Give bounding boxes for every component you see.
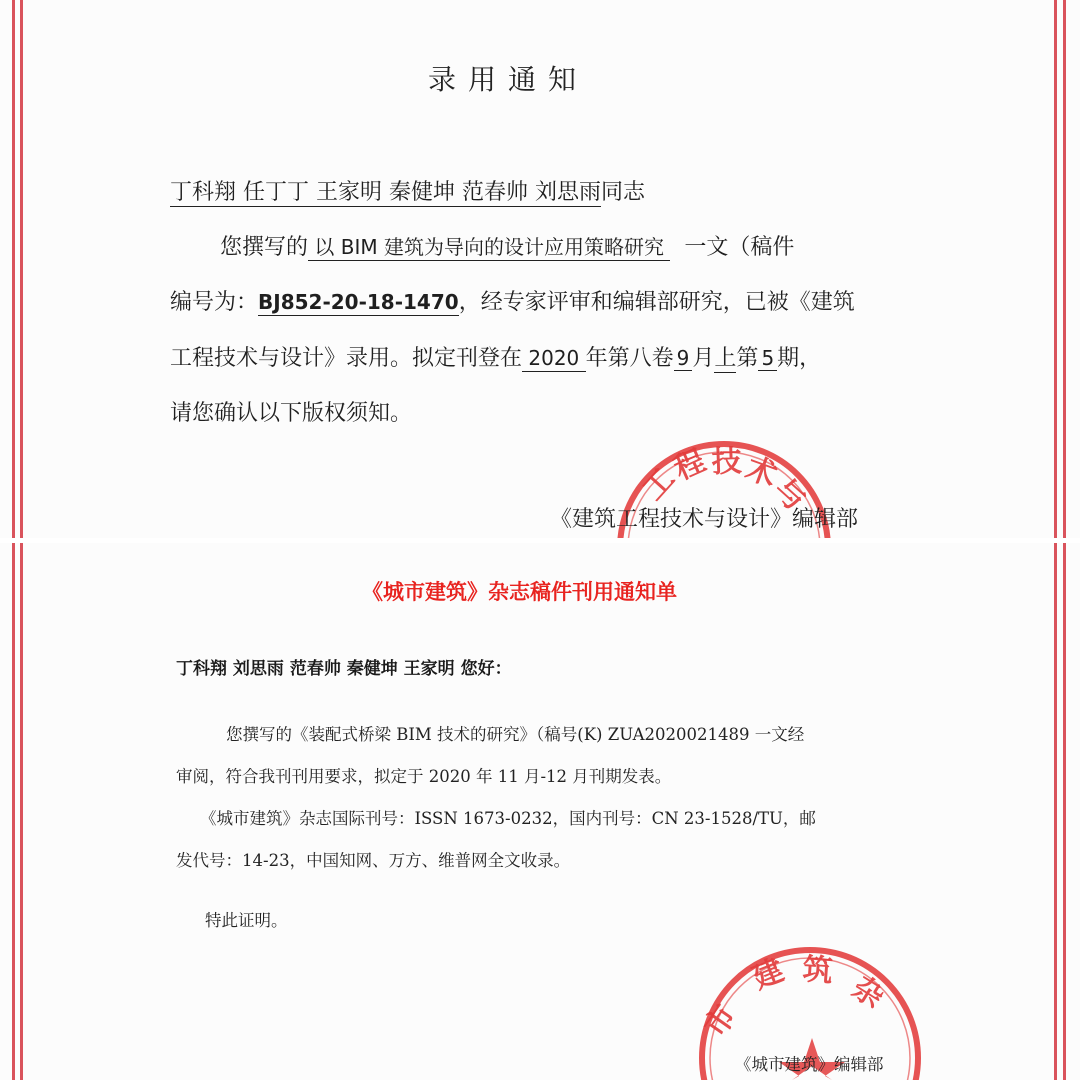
red-border-line (12, 0, 15, 538)
body-line-2 (170, 285, 855, 316)
text-fragment: 一文（稿件 (684, 235, 795, 260)
text-fragment: 期， (777, 346, 822, 371)
text-fragment: 年第八卷 (585, 346, 674, 371)
text-fragment: ，经专家评审和编辑部研究，已被《建筑 (458, 290, 855, 315)
body-line-4: 发代号：14-23，中国知网、万方、维普网全文收录。 (176, 851, 571, 870)
seal-char: 与 (766, 471, 813, 519)
red-border-line (20, 543, 23, 1080)
body-line-2: 审阅，符合我刊刊用要求，拟定于 2020 年 11 月-12 月刊期发表。 (176, 767, 672, 786)
text-fragment: 您撰写的 (220, 235, 309, 260)
publish-half: 上 (714, 346, 737, 371)
editorial-signature: 《建筑工程技术与设计》编辑部 (550, 507, 859, 532)
author-names: 丁科翔 任丁丁 王家明 秦健坤 范春帅 刘思雨 (170, 180, 601, 205)
notice-title: 《城市建筑》杂志稿件刊用通知单 (362, 580, 677, 604)
red-border-line (12, 543, 15, 1080)
body-line-1: 您撰写的《装配式桥梁 BIM 技术的研究》（稿号(K) ZUA2020021489 一文经 (226, 725, 805, 744)
red-border-line (1054, 0, 1057, 538)
text-fragment: 第 (736, 346, 759, 371)
seal-char: 筑 (801, 952, 834, 990)
addressee-suffix: 同志 (600, 180, 645, 205)
seal-char: 术 (741, 450, 782, 494)
seal-char: 市 (697, 998, 744, 1044)
closing-line: 特此证明。 (205, 911, 288, 930)
red-border-line (1054, 543, 1057, 1080)
body-line-3: 《城市建筑》杂志国际刊号：ISSN 1673-0232，国内刊号：CN 23-1528/TU，邮 (200, 809, 816, 828)
publish-year: 2020 (522, 346, 586, 370)
seal-char: 技 (711, 443, 743, 480)
text-fragment: 月 (692, 346, 715, 371)
editorial-signature: 《城市建筑》编辑部 (735, 1055, 884, 1074)
text-fragment: 编号为： (170, 290, 259, 315)
body-line-3 (170, 341, 821, 372)
seal-char: 杂 (845, 970, 890, 1016)
seal-char: 工 (635, 461, 683, 508)
greeting-line: 丁科翔 刘思雨 范春帅 秦健坤 王家明 您好： (176, 659, 512, 679)
red-border-line (1063, 543, 1066, 1080)
manuscript-number: BJ852-20-18-1470 (258, 290, 459, 314)
publication-notice-panel (0, 543, 1080, 1080)
addressee-line (170, 175, 645, 206)
red-border-line (20, 0, 23, 538)
paper-title: 以 BIM 建筑为导向的设计应用策略研究 (308, 235, 671, 259)
seal-char: 建 (747, 952, 789, 997)
seal-char: 程 (669, 443, 711, 488)
body-line-1 (220, 230, 794, 261)
publish-month: 9 (674, 346, 693, 371)
red-border-line (1063, 0, 1066, 538)
text-fragment: 工程技术与设计》录用。拟定刊登在 (170, 346, 523, 371)
notice-title: 录用通知 (428, 63, 589, 96)
acceptance-notice-panel (0, 0, 1080, 538)
body-line-4: 请您确认以下版权须知。 (170, 401, 413, 426)
publish-issue: 5 (758, 346, 777, 371)
